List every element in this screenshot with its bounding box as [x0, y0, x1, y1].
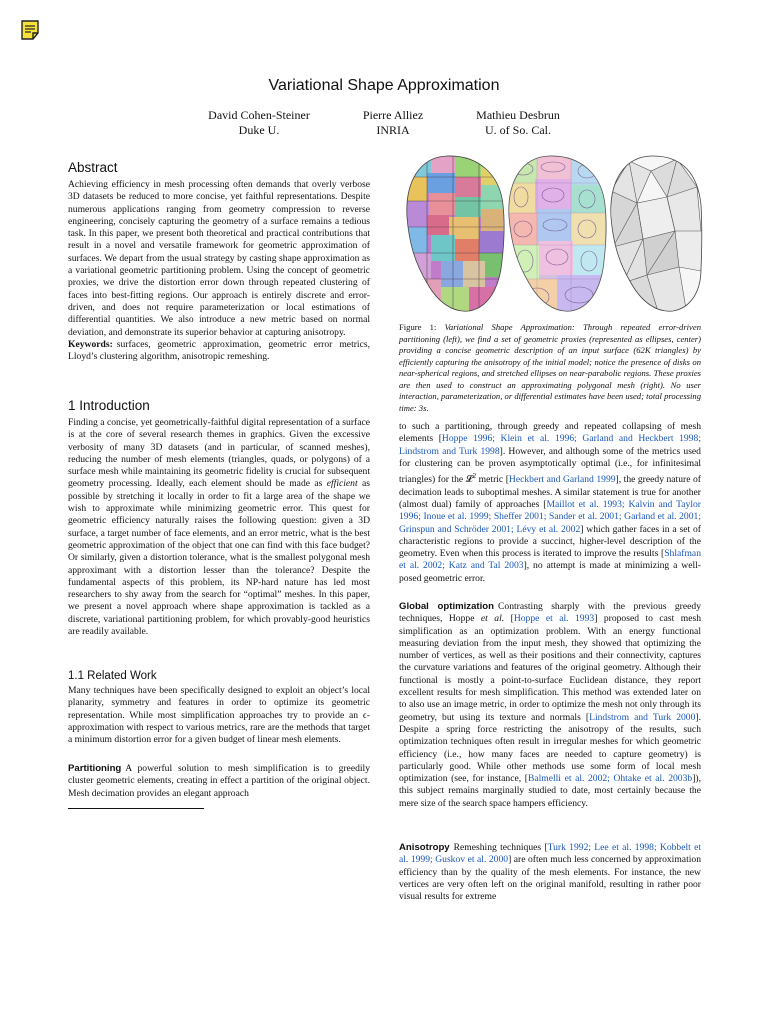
rc-text: ] proposed to cast mesh simplification as an optimization problem. With an energy functional measuring deviation from the input mesh, they showed that optimizing the number of vertices, as well as their positions and their connectivity, captures the curvature variations and features of the original geometry. Although their functional is mostly a point-to-surface Euclidean distance, they report excellent results for mesh simplification. This method was extended later on to also use an image metric, in order to optimize the mesh not only through its geometry, but using its texture and normals [ — [399, 613, 702, 723]
keywords-label: Keywords: — [68, 338, 113, 350]
rc-text: to such a partitioning, through greedy and repeated collapsing of mesh elements [ — [399, 421, 701, 445]
abstract-text: Achieving efficiency in mesh processing often demands that overly verbose 3D datasets be reduced to more concise, yet faithful representations. Despite numerous applications ranging from geometry compression to reverse engineering, concisely capturing the geometry of a surface remains a tedious task. In this paper, we present both theoretical and practical contributions that result in a novel and versatile framework for geometric approximation of surfaces. We depart from the usual strategy by casting shape approximation as a variational geometric partitioning problem. Using the concept of geometric proxies, we drive the distortion error down through repeated clustering of faces into best-fitting regions. Our approach is entirely discrete and error-driven, and does not require parameterization or local estimations of differential quantities. We also introduce a new metric based on normal deviation, and demonstrate its superior behavior at capturing anisotropy. — [68, 179, 370, 338]
author-3 — [470, 108, 566, 137]
rc-text: ]. However, and although some of the metrics used for clustering can be proven asymptotically optimal (i.e., for infinitesimal triangles) for the — [399, 445, 701, 486]
abstract-heading: Abstract — [68, 160, 118, 175]
footnote-rule — [68, 808, 204, 809]
intro-emphasis: efficient — [326, 478, 358, 490]
partitioning-continued — [399, 421, 701, 585]
figure-1-image — [397, 151, 703, 319]
anisotropy-label: Anisotropy — [399, 842, 450, 853]
author-2 — [350, 108, 436, 137]
citation-link[interactable]: Turk 1992; Lee et al. 1998; Kobbelt et al. 1999; Guskov et al. 2000 — [399, 842, 702, 866]
citation-link[interactable]: Hoppe 1996; Klein et al. 1996; Garland and Heckbert 1998; Lindstrom and Turk 1998 — [399, 433, 701, 457]
partitioning-label: Partitioning — [68, 763, 122, 774]
partitioning-text: A powerful solution to mesh simplification is to greedily cluster geometric elements, creating in effect a partition of the original object. Mesh decimation provides an elegant approach — [68, 763, 370, 799]
rc-text: Remeshing techniques [ — [453, 842, 548, 853]
caption-text: Variational Shape Approximation: Through repeated error-driven partitioning (left), we find a set of geometric proxies (represented as ellipses, center) providing a concise geometric description of an input surface (62K triangles) by efficiently capturing the anisotropy of the initial model; notice the presence of disks on near-spherical regions, and stretched ellipses on near-parabolic regions. These proxies are then used to construct an approximating polygonal mesh (right). No user interaction, parameterization, or differential estimates have been used; total processing time: 3s. — [399, 322, 701, 413]
rc-text: ], no attempt is made at minimizing a well-posed geometric error. — [399, 560, 701, 584]
author-affiliation: Duke U. — [238, 122, 280, 137]
paper-title: Variational Shape Approximation — [268, 77, 500, 94]
related-body: Many techniques have been specifically designed to exploit an object’s local planarity, symmetry and features in order to optimize its geometric representation. While most simplification approaches try to provide an ϵ-approximation with respect to various metrics, rare are the methods that target a minimum distortion error for a given budget of linear mesh elements. — [68, 685, 370, 746]
author-affiliation: U. of So. Cal. — [485, 122, 551, 137]
rc-text: metric [ — [476, 474, 509, 486]
citation-link[interactable]: Hoppe et al. 1993 — [513, 613, 595, 625]
rc-text: ]), this subject remains marginally studied to date, most certainly because the mere size of the search space hampers efficiency. — [399, 773, 701, 809]
author-name: David Cohen-Steiner — [208, 108, 310, 122]
partitioning-paragraph — [68, 763, 370, 800]
related-heading: 1.1 Related Work — [68, 670, 157, 682]
intro-heading: 1 Introduction — [68, 398, 150, 413]
citation-link[interactable]: Balmelli et al. 2002; Ohtake et al. 2003b — [527, 773, 693, 785]
caption-label: Figure 1: — [399, 322, 437, 332]
global-optimization-paragraph — [399, 601, 701, 810]
figure-1-caption — [399, 322, 701, 414]
rc-emphasis: et al. — [480, 613, 505, 625]
proxy-head — [497, 151, 609, 319]
citation-link[interactable]: Maillot et al. 1993; Kalvin and Taylor 1996; Inoue et al. 1999; Sheffer 2001; Sander et al. 2001; Garland et al. 2001; Grinspun and Schröder 2001; Lévy et al. 2002 — [399, 498, 701, 535]
citation-link[interactable]: Lindstrom and Turk 2000 — [589, 711, 696, 723]
anisotropy-paragraph — [399, 842, 701, 903]
mesh-head — [603, 151, 703, 319]
partition-head — [397, 151, 507, 319]
rc-text: Contrasting sharply with the previous greedy techniques, Hoppe — [399, 601, 701, 625]
rc-text: ] which gather faces in a set of characteristic regions to provide a succinct, higher-level description of the geometry. Even when this process is iterated to improve the results [ — [399, 523, 701, 560]
rc-text: ] are often much less concerned by approximation efficiency than by the quality of the mesh elements. For instance, the new vertices are very often left on the original manifold, resulting in rather poor visual results for extreme — [399, 854, 701, 903]
author-1 — [203, 108, 315, 137]
keywords: surfaces, geometric approximation, geometric error metrics, Lloyd’s clustering algorithm, anisotropic remeshing. — [68, 338, 370, 363]
note-icon[interactable] — [20, 19, 40, 41]
author-name: Pierre Alliez — [362, 108, 424, 122]
intro-text-b: as possible by stretching it locally in order to fit a large area of the shape we wish to approximate while minimizing geometric error. This quest for geometric efficiency naturally raises the following question: given a 3D surface, a target number of face elements, and an error metric, what is the best geometric approximation of the object that one can find with this face budget? Or similarly, given a distortion tolerance, what is the smallest polygonal mesh approximant with a distortion lesser than the tolerance? Despite the fundamental aspects of this problem, its NP-hard nature has led most researchers to shy away from the search for “optimal” meshes. In this paper, we present a novel approach where shape approximation is tackled as a discrete, variational partitioning problem, for which provably-good heuristics are readily available. — [68, 478, 370, 638]
author-affiliation: INRIA — [376, 122, 410, 137]
metric-superscript: 2 — [472, 472, 477, 481]
rc-text: ]. Despite a spring force restricting the anisotropy of the results, such optimization techniques often result in irregular meshes for which geometric efficiency (i.e., how many faces are needed to capture geometry) is particularly good. While other methods use some form of local mesh optimization (see, for instance, [ — [399, 711, 701, 785]
intro-text-a: Finding a concise, yet geometrically-faithful digital representation of a surface is at the core of several research themes in graphics. Given the excessive verbosity of many 3D datasets (and in particular, of scanned meshes), reducing the number of mesh elements (triangles, quads, or polygons) of a surface mesh while maintaining its geometric fidelity is crucial for subsequent geometry processing. Ideally, each element should be made as — [68, 417, 370, 490]
author-name: Mathieu Desbrun — [476, 108, 560, 122]
global-optimization-label: Global optimization — [399, 601, 495, 612]
rc-text: ], the greedy nature of decimation leads to suboptimal meshes. A similar statement is true for another (almost dual) family of approaches [ — [399, 474, 701, 510]
metric-symbol: 𝓛 — [465, 474, 473, 486]
intro-body — [68, 417, 370, 638]
rc-text: [ — [504, 613, 514, 625]
citation-link[interactable]: Shlafman et al. 2002; Katz and Tal 2003 — [399, 548, 701, 572]
citation-link[interactable]: Heckbert and Garland 1999 — [508, 474, 616, 486]
abstract-body — [68, 179, 370, 363]
